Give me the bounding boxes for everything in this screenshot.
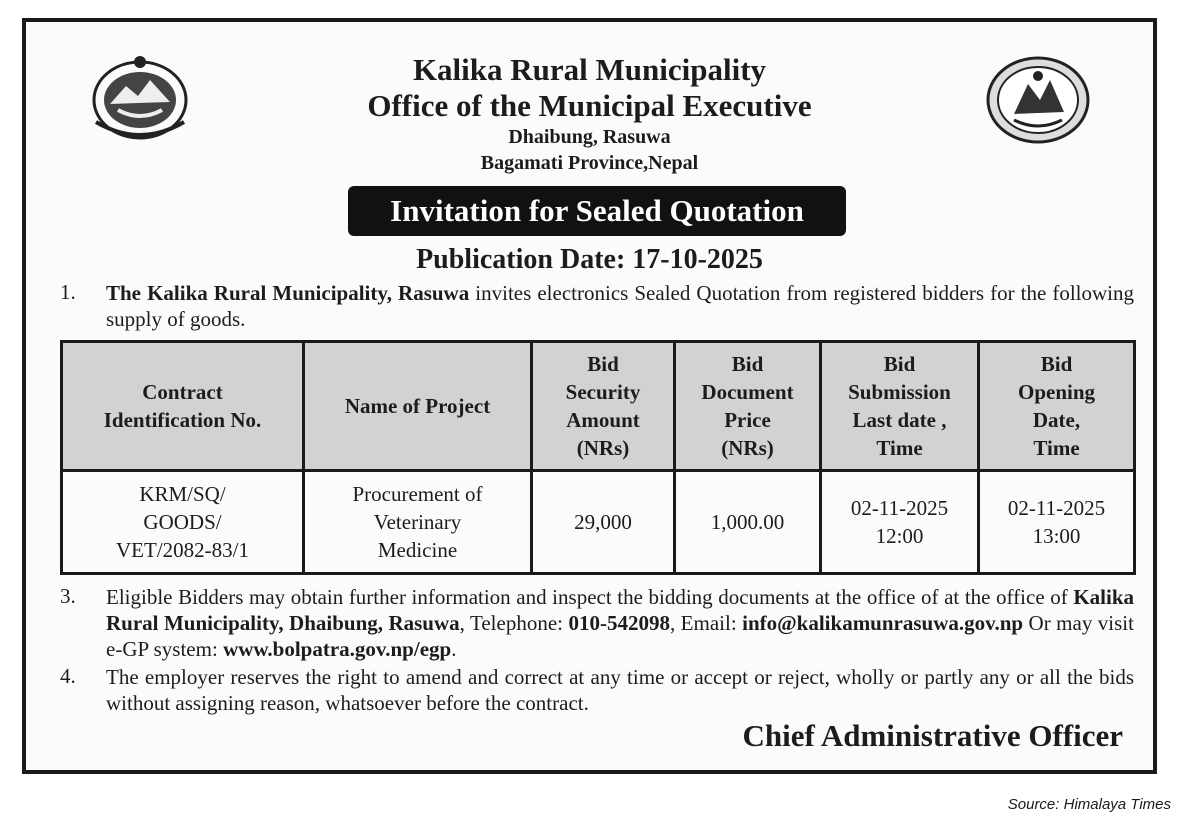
source-credit: Source: Himalaya Times: [1007, 796, 1171, 813]
header-contract-id: Contract Identification No.: [62, 342, 304, 471]
office-name: Office of the Municipal Executive: [367, 88, 812, 123]
para1-number: 1.: [60, 280, 76, 304]
para3-number: 3.: [60, 584, 76, 608]
signature-title: Chief Administrative Officer: [742, 718, 1123, 753]
table-header-row: [62, 342, 1135, 471]
cell-contract-id: KRM/SQ/ GOODS/ VET/2082-83/1: [62, 471, 304, 574]
cell-project-name: Procurement of Veterinary Medicine: [304, 471, 532, 574]
municipality-name: Kalika Rural Municipality: [412, 52, 767, 87]
para1-rest: invites electronics Sealed Quotation from registered bidders for the following supply of goods.: [106, 281, 1134, 331]
para1-text: [106, 280, 1134, 332]
header-opening-date: Bid Opening Date, Time: [979, 342, 1135, 471]
egp-link[interactable]: www.bolpatra.gov.np/egp: [223, 637, 452, 661]
para3-text: Eligible Bidders may obtain further information and inspect the bidding documents at the office of at the office of Kalika Rural Municipality, Dhaibung, Rasuwa, Telephone: 010-542098, Email: info@kalikamunrasuwa.gov.np Or may visit e-GP system: www.bolpatra.gov.np/egp.: [106, 585, 1134, 661]
cell-submission-date: 02-11-2025 12:00: [821, 471, 979, 574]
publication-date: Publication Date: 17-10-2025: [416, 244, 763, 275]
para4-number: 4.: [60, 664, 76, 688]
header-project-name: Name of Project: [304, 342, 532, 471]
table-row: [62, 471, 1135, 574]
header-submission-date: Bid Submission Last date , Time: [821, 342, 979, 471]
cell-document-price: 1,000.00: [675, 471, 821, 574]
notice-frame: [22, 18, 1157, 774]
header-security-amount: Bid Security Amount (NRs): [532, 342, 675, 471]
telephone: 010-542098: [568, 611, 670, 635]
office-location: Dhaibung, Rasuwa: [508, 126, 671, 148]
cell-opening-date: 02-11-2025 13:00: [979, 471, 1135, 574]
para1-lead: The Kalika Rural Municipality, Rasuwa: [106, 281, 470, 305]
quotation-table: [60, 340, 1136, 575]
office-province: Bagamati Province,Nepal: [480, 152, 699, 174]
email-link[interactable]: info@kalikamunrasuwa.gov.np: [742, 611, 1024, 635]
cell-security-amount: 29,000: [532, 471, 675, 574]
notice-title-banner: Invitation for Sealed Quotation: [348, 186, 846, 236]
para4-text: The employer reserves the right to amend and correct at any time or accept or reject, wholly or partly any or all the bids without assigning reason, whatsoever before the contract.: [106, 665, 1134, 715]
header-document-price: Bid Document Price (NRs): [675, 342, 821, 471]
office-address: Kalika Rural Municipality, Dhaibung, Rasuwa: [106, 585, 1134, 635]
